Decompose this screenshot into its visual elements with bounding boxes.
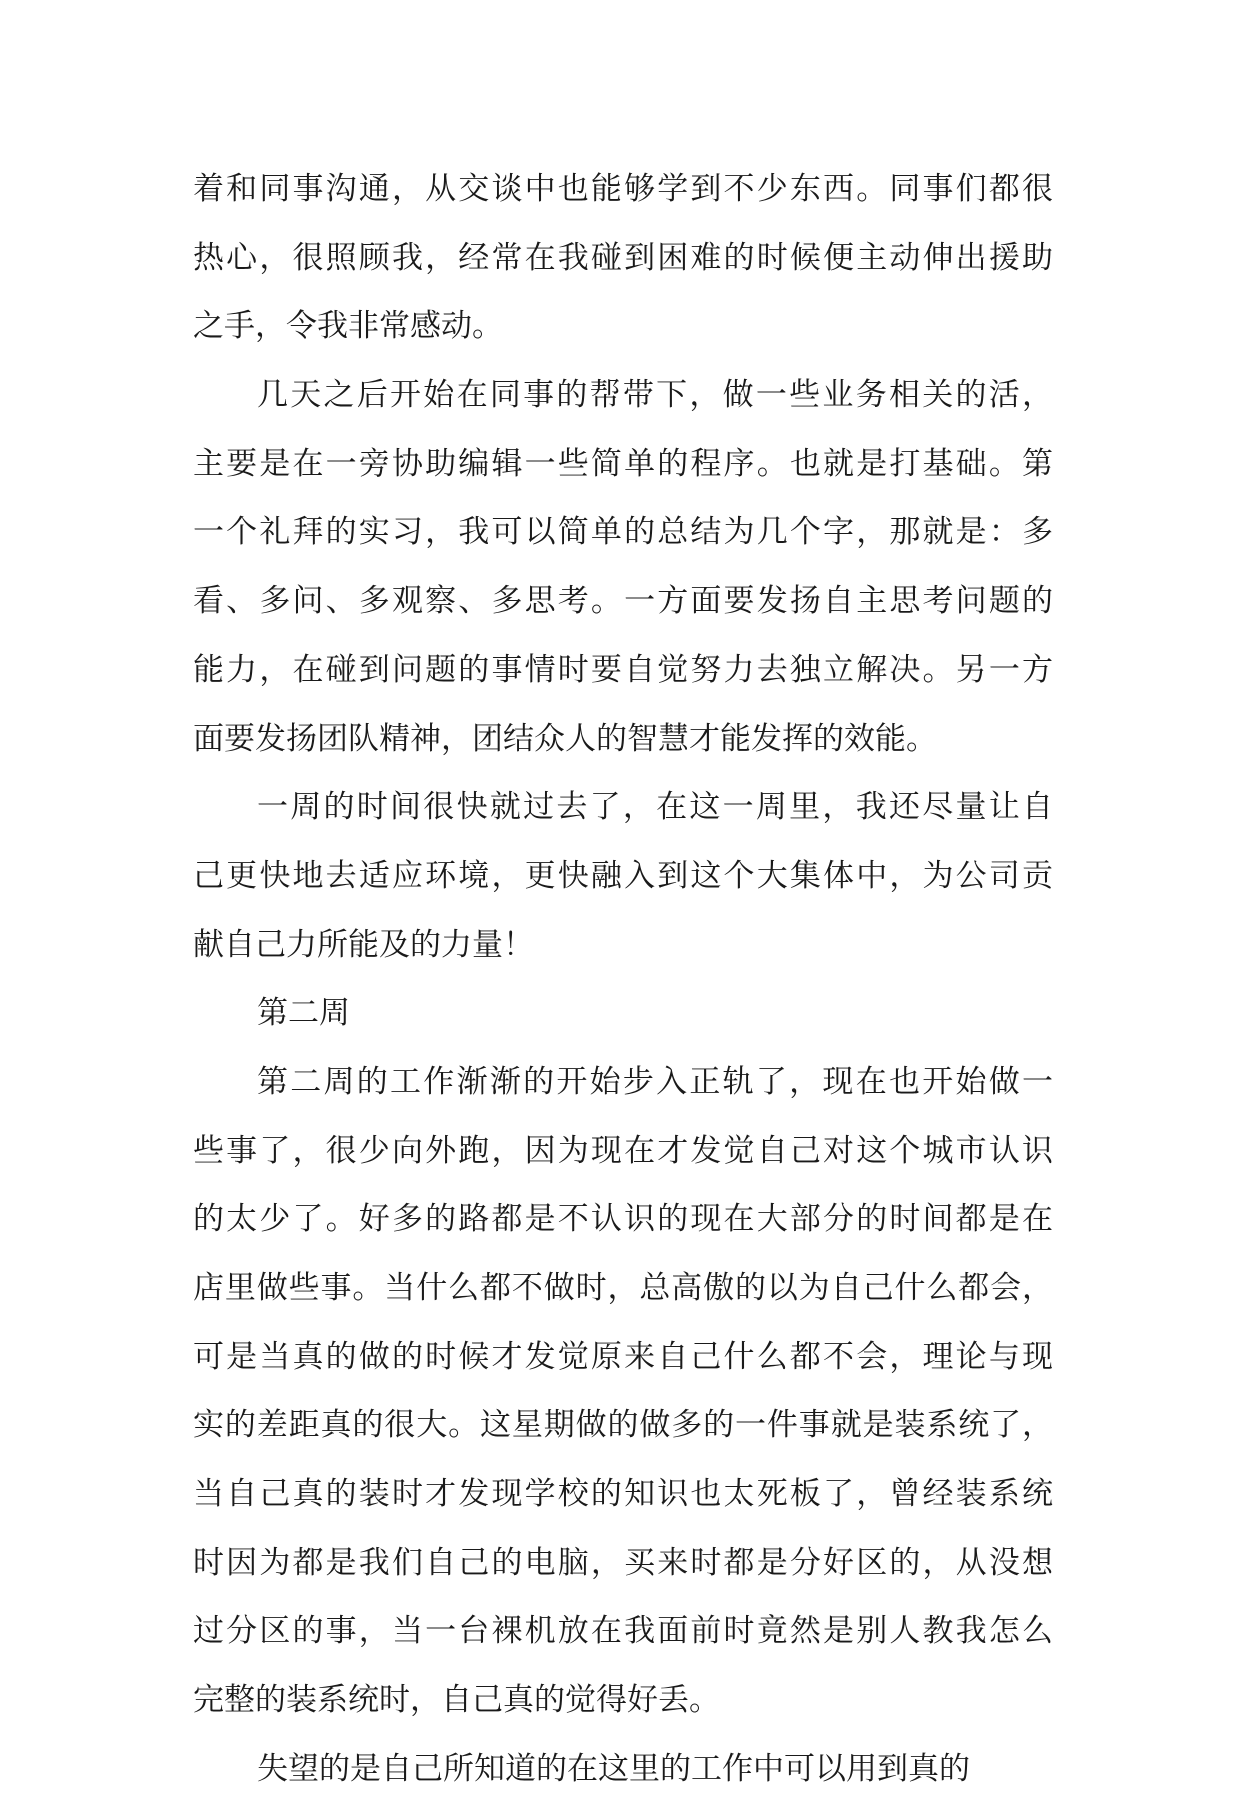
text-line: 实的差距真的很大。这星期做的做多的一件事就是装系统了，	[193, 1407, 1053, 1444]
text-line: 献自己力所能及的力量！	[193, 926, 534, 963]
text-line: 能力，在碰到问题的事情时要自觉努力去独立解决。另一方	[193, 651, 1053, 688]
text-line: 着和同事沟通，从交谈中也能够学到不少东西。同事们都很	[193, 171, 1053, 207]
text-line: 热心，很照顾我，经常在我碰到困难的时候便主动伸出援助	[193, 239, 1053, 276]
text-line: 可是当真的做的时候才发觉原来自己什么都不会，理论与现	[193, 1338, 1053, 1375]
text-line: 店里做些事。当什么都不做时，总高傲的以为自己什么都会，	[193, 1270, 1053, 1306]
text-line: 一个礼拜的实习，我可以简单的总结为几个字，那就是：多	[193, 514, 1053, 551]
text-line: 失望的是自己所知道的在这里的工作中可以用到真的	[257, 1750, 970, 1787]
text-line: 己更快地去适应环境，更快融入到这个大集体中，为公司贡	[193, 857, 1053, 894]
text-line: 时因为都是我们自己的电脑，买来时都是分好区的，从没想	[193, 1544, 1053, 1581]
document-body	[193, 155, 1053, 1804]
text-line: 之手，令我非常感动。	[193, 308, 503, 345]
text-line: 第二周的工作渐渐的开始步入正轨了，现在也开始做一	[257, 1063, 1053, 1100]
text-line: 完整的装系统时，自己真的觉得好丢。	[193, 1682, 720, 1719]
text-line: 看、多问、多观察、多思考。一方面要发扬自主思考问题的	[193, 583, 1053, 620]
text-line: 的太少了。好多的路都是不认识的现在大部分的时间都是在	[193, 1201, 1053, 1238]
text-line: 主要是在一旁协助编辑一些简单的程序。也就是打基础。第	[193, 445, 1053, 482]
section-heading: 第二周	[257, 995, 350, 1032]
text-line: 几天之后开始在同事的帮带下，做一些业务相关的活，	[257, 377, 1053, 414]
text-line: 当自己真的装时才发现学校的知识也太死板了，曾经装系统	[193, 1476, 1053, 1513]
text-line: 一周的时间很快就过去了，在这一周里，我还尽量让自	[257, 789, 1053, 826]
text-line: 些事了，很少向外跑，因为现在才发觉自己对这个城市认识	[193, 1132, 1053, 1169]
text-line: 过分区的事，当一台裸机放在我面前时竟然是别人教我怎么	[193, 1613, 1053, 1650]
text-line: 面要发扬团队精神，团结众人的智慧才能发挥的效能。	[193, 720, 937, 757]
